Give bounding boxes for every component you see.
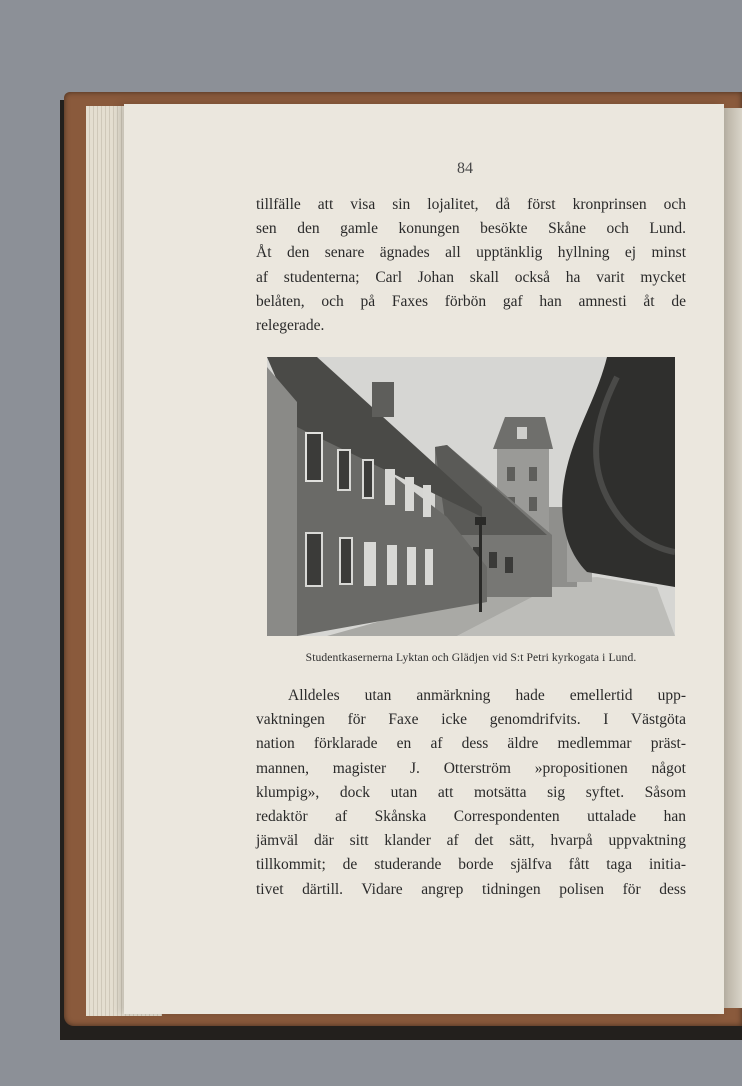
text-line: Åt den senare ägnades all upptänklig hyllning ej minst [256, 244, 686, 262]
text-line: af studenterna; Carl Johan skall också ha varit mycket [256, 268, 686, 286]
paragraph-2 [256, 684, 686, 902]
text-line: vaktningen för Faxe icke genomdrifvits. I Västgöta [256, 711, 686, 729]
text-line: jämväl där sitt klander af det sätt, hvarpå uppvaktning [256, 832, 686, 850]
street-photo [267, 357, 675, 636]
paragraph-1 [256, 193, 686, 338]
facing-page-edge [724, 108, 742, 1008]
page-number: 84 [457, 160, 473, 177]
photo-caption: Studentkasernerna Lyktan och Glädjen vid S:t Petri kyrkogata i Lund. [305, 651, 637, 664]
text-line: sen den gamle konungen besökte Skåne och Lund. [256, 220, 686, 238]
text-line: tillkommit; de studerande borde själfva fått taga initia- [256, 856, 686, 874]
text-line: mannen, magister J. Otterström »propositionen något [256, 759, 686, 777]
text-line: klumpig», dock utan att motsätta sig syftet. Såsom [256, 783, 686, 801]
text-line: redaktör af Skånska Correspondenten uttalade han [256, 808, 686, 826]
text-line: Alldeles utan anmärkning hade emellertid upp- [288, 687, 686, 704]
text-line: nation förklarade en af dess äldre medlemmar präst- [256, 735, 686, 753]
text-line: relegerade. [256, 317, 325, 335]
text-line: tillfälle att visa sin lojalitet, då först kronprinsen och [256, 196, 686, 213]
text-line: tivet därtill. Vidare angrep tidningen polisen för dess [256, 880, 686, 898]
text-line: belåten, och på Faxes förbön gaf han amnesti åt de [256, 292, 686, 310]
